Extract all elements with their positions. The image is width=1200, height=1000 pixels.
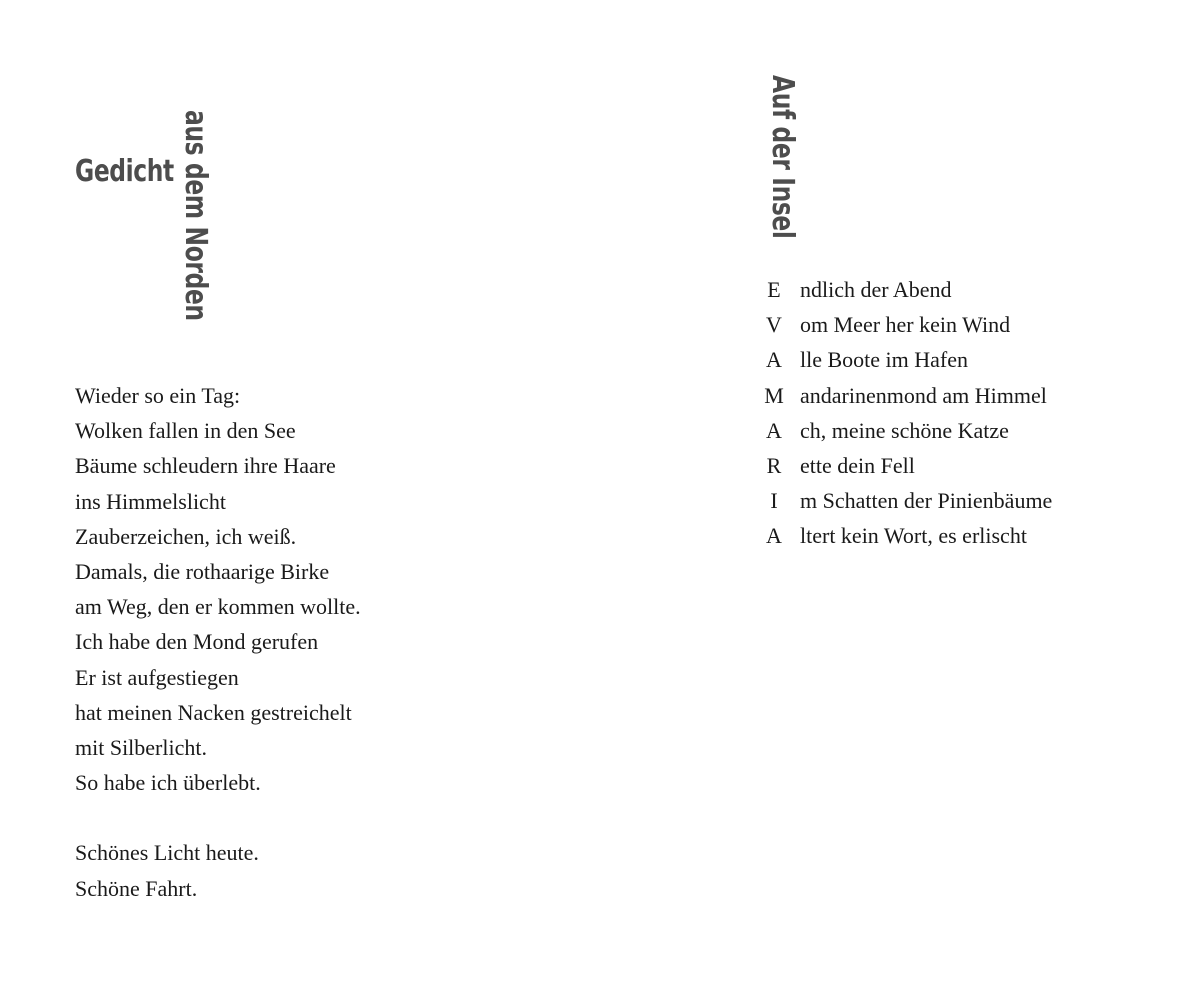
poem-body-north <box>75 378 361 906</box>
acrostic-text: m Schatten der Pinienbäume <box>800 488 1053 514</box>
acrostic-text: ch, meine schöne Katze <box>800 417 1009 443</box>
acrostic-text: ndlich der Abend <box>800 277 952 302</box>
acrostic-line <box>762 518 1052 553</box>
poem-line: Ich habe den Mond gerufen <box>75 629 319 655</box>
acrostic-initial: M <box>764 382 784 408</box>
poem-title-auf-der-insel: Auf der Insel <box>765 75 800 239</box>
acrostic-line <box>762 448 1052 483</box>
poem-line: Zauberzeichen, ich weiß. <box>75 523 297 549</box>
poem-line: Schönes Licht heute. <box>75 840 259 866</box>
acrostic-initial: I <box>770 488 778 514</box>
acrostic-text: andarinenmond am Himmel <box>800 382 1047 408</box>
acrostic-text: lle Boote im Hafen <box>800 347 969 373</box>
acrostic-text: om Meer her kein Wind <box>800 312 1011 338</box>
poem-title-gedicht: Gedicht <box>75 154 174 189</box>
acrostic-text: ette dein Fell <box>800 452 915 478</box>
acrostic-line <box>762 342 1052 377</box>
poem-line: Er ist aufgestiegen <box>75 664 239 690</box>
acrostic-initial: A <box>766 523 782 549</box>
right-page <box>600 0 1200 1000</box>
acrostic-line <box>762 272 1052 307</box>
poem-line: ins Himmelslicht <box>75 488 226 514</box>
acrostic-initial: E <box>767 277 781 302</box>
stanza-break <box>75 800 361 835</box>
poem-line: Damals, die rothaarige Birke <box>75 558 330 584</box>
poem-line: mit Silberlicht. <box>75 734 207 760</box>
acrostic-line <box>762 483 1052 518</box>
poem-title-aus-dem-norden: aus dem Norden <box>178 110 213 321</box>
poem-line: Wolken fallen in den See <box>75 418 296 444</box>
poem-line: hat meinen Nacken gestreichelt <box>75 699 352 725</box>
acrostic-text: ltert kein Wort, es erlischt <box>800 523 1027 549</box>
poem-line: So habe ich überlebt. <box>75 770 261 796</box>
acrostic-line <box>762 413 1052 448</box>
acrostic-line <box>762 307 1052 342</box>
acrostic-initial: A <box>766 347 782 373</box>
poem-line: am Weg, den er kommen wollte. <box>75 594 361 620</box>
poem-line: Bäume schleudern ihre Haare <box>75 453 336 479</box>
acrostic-poem <box>762 272 1052 554</box>
acrostic-line <box>762 378 1052 413</box>
acrostic-initial: R <box>766 452 782 478</box>
poem-line: Wieder so ein Tag: <box>75 383 241 408</box>
poem-line: Schöne Fahrt. <box>75 875 198 901</box>
acrostic-initial: A <box>766 417 782 443</box>
acrostic-initial: V <box>766 312 782 338</box>
